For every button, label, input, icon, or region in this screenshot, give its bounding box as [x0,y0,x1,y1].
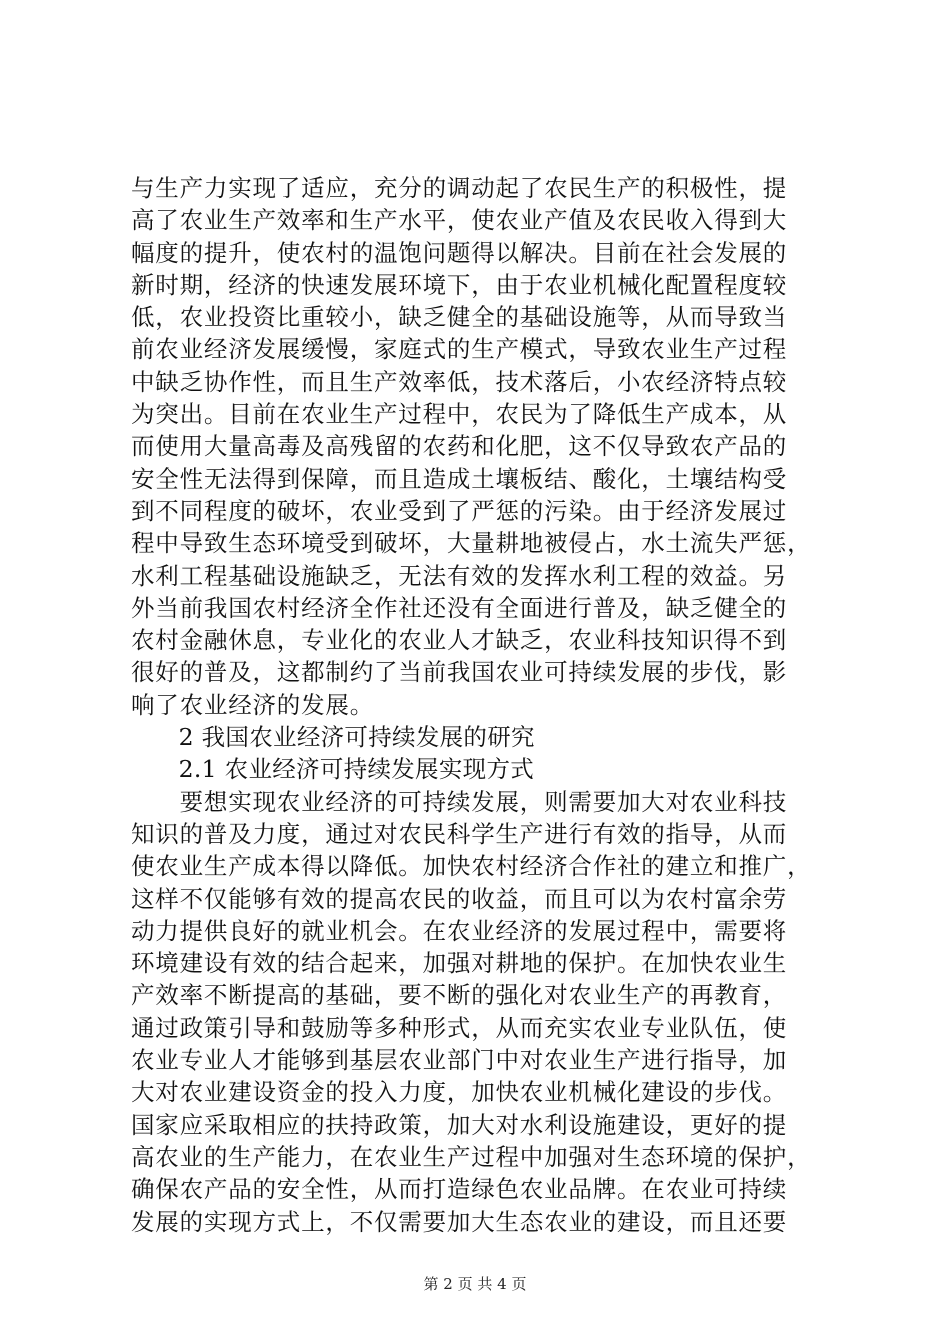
page-footer [0,1274,950,1294]
text-line: 程中导致生态环境受到破坏，大量耕地被侵占，水土流失严惩， [131,529,812,558]
text-line: 通过政策引导和鼓励等多种形式，从而充实农业专业队伍，使 [131,1013,788,1042]
text-line: 低，农业投资比重较小，缺乏健全的基础设施等，从而导致当 [131,303,788,332]
body-text [131,172,831,1238]
text-line: 到不同程度的破坏，农业受到了严惩的污染。由于经济发展过 [131,496,788,525]
text-line: 要想实现农业经济的可持续发展，则需要加大对农业科技 [131,787,788,816]
page-number: 第 2 页 共 4 页 [423,1275,527,1293]
text-line: 新时期，经济的快速发展环境下，由于农业机械化配置程度较 [131,270,788,299]
text-line: 水利工程基础设施缺乏，无法有效的发挥水利工程的效益。另 [131,561,788,590]
text-line: 动力提供良好的就业机会。在农业经济的发展过程中，需要将 [131,916,788,945]
text-line: 与生产力实现了适应，充分的调动起了农民生产的积极性，提 [131,174,788,202]
text-line: 农村金融休息，专业化的农业人才缺乏，农业科技知识得不到 [131,626,788,655]
text-line: 国家应采取相应的扶持政策，加大对水利设施建设，更好的提 [131,1110,788,1139]
subsection-heading: 2.1 农业经济可持续发展实现方式 [131,755,535,784]
text-line: 为突出。目前在农业生产过程中，农民为了降低生产成本，从 [131,400,788,429]
text-line: 幅度的提升，使农村的温饱问题得以解决。目前在社会发展的 [131,238,788,267]
text-line: 很好的普及，这都制约了当前我国农业可持续发展的步伐，影 [131,658,788,687]
text-line: 发展的实现方式上，不仅需要加大生态农业的建设，而且还要 [131,1207,788,1236]
section-heading: 2 我国农业经济可持续发展的研究 [131,723,535,752]
text-line: 而使用大量高毒及高残留的农药和化肥，这不仅导致农产品的 [131,432,788,461]
text-line: 确保农产品的安全性，从而打造绿色农业品牌。在农业可持续 [131,1175,788,1204]
text-line: 高农业的生产能力，在农业生产过程中加强对生态环境的保护， [131,1142,812,1171]
text-line: 这样不仅能够有效的提高农民的收益，而且可以为农村富余劳 [131,884,788,913]
text-line: 中缺乏协作性，而且生产效率低，技术落后，小农经济特点较 [131,367,788,396]
text-line: 知识的普及力度，通过对农民科学生产进行有效的指导，从而 [131,819,788,848]
text-line: 农业专业人才能够到基层农业部门中对农业生产进行指导，加 [131,1046,788,1075]
text-line: 环境建设有效的结合起来，加强对耕地的保护。在加快农业生 [131,949,788,978]
text-line: 高了农业生产效率和生产水平，使农业产值及农民收入得到大 [131,206,788,235]
text-line: 外当前我国农村经济全作社还没有全面进行普及，缺乏健全的 [131,593,788,622]
text-line: 大对农业建设资金的投入力度，加快农业机械化建设的步伐。 [131,1078,788,1107]
text-line: 产效率不断提高的基础，要不断的强化对农业生产的再教育， [131,981,788,1010]
text-line: 响了农业经济的发展。 [131,690,374,719]
text-line: 前农业经济发展缓慢，家庭式的生产模式，导致农业生产过程 [131,335,788,364]
text-line: 安全性无法得到保障，而且造成土壤板结、酸化，土壤结构受 [131,464,788,493]
text-line: 使农业生产成本得以降低。加快农村经济合作社的建立和推广， [131,852,812,881]
